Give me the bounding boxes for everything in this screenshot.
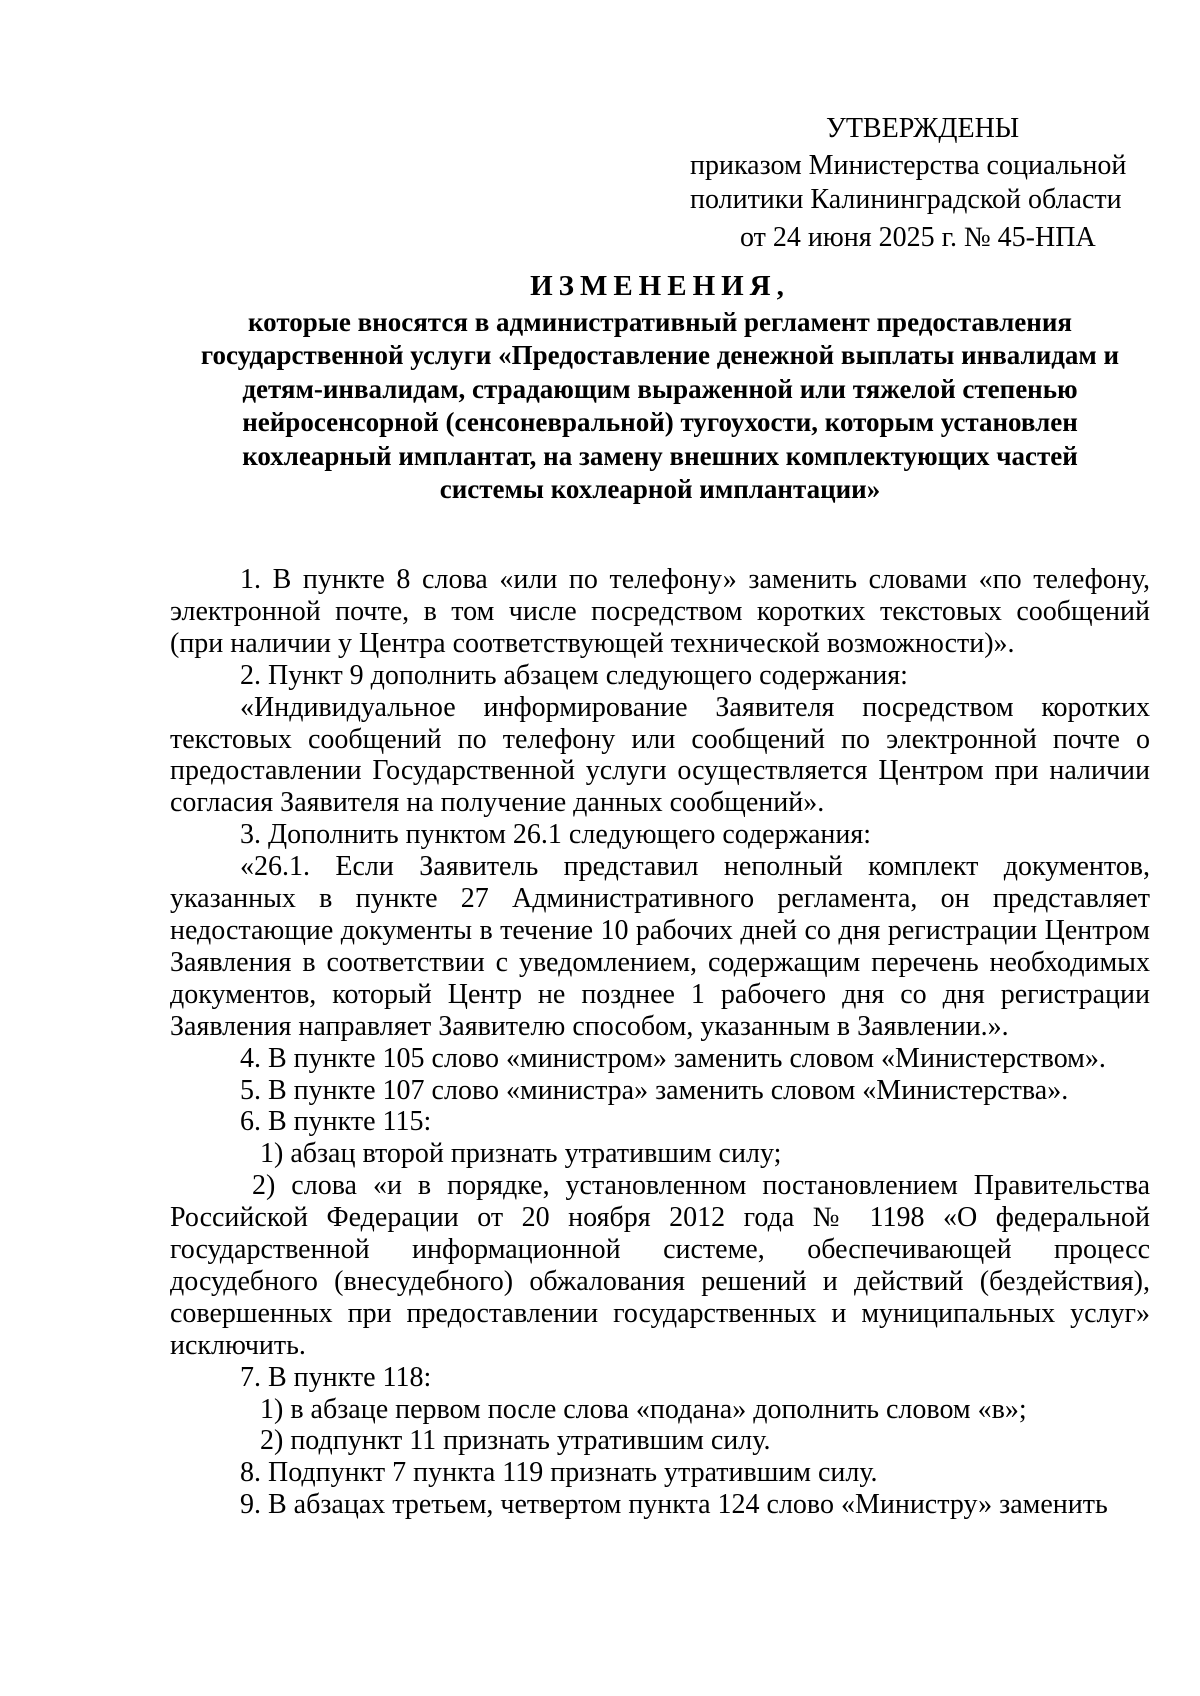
- paragraph-item-3: 3. Дополнить пунктом 26.1 следующего содержания:: [240, 819, 872, 851]
- subitem-7-2: 2) подпункт 11 признать утратившим силу.: [260, 1425, 771, 1457]
- heading-subtitle-line: государственной услуги «Предоставление денежной выплаты инвалидам и: [200, 340, 1120, 370]
- heading-subtitle-line: кохлеарный имплантат, на замену внешних комплектующих частей: [242, 440, 1078, 471]
- approval-title: УТВЕРЖДЕНЫ: [826, 113, 1020, 144]
- heading-subtitle-line: детям-инвалидам, страдающим выраженной или тяжелой степенью: [242, 373, 1078, 404]
- approval-block: [690, 112, 1150, 255]
- heading-subtitle-line: которые вносятся в административный регламент предоставления: [247, 306, 1073, 337]
- paragraph-item-9: 9. В абзацах третьем, четвертом пункта 124 слово «Министру» заменить: [240, 1489, 1108, 1521]
- heading-subtitle-line: нейросенсорной (сенсоневральной) тугоухости, которым установлен: [242, 407, 1078, 437]
- approval-line-order: приказом Министерства социальной: [690, 150, 1127, 181]
- approval-line-date: от 24 июня 2025 г. № 45-НПА: [740, 222, 1096, 253]
- paragraph-item-3-quote: «26.1. Если Заявитель представил неполный комплект документов, указанных в пункте 27 Административного регламента, он представляет недостающие документы в течение 10 рабочих дней со дня регистрации Центром Заявления в соответствии с уведомлением, содержащим перечень необходимых документов, который Центр не позднее 1 рабочего дня со дня регистрации Заявления направляет Заявителю способом, указанным в Заявлении.».: [170, 851, 1150, 1042]
- paragraph-item-2: 2. Пункт 9 дополнить абзацем следующего содержания:: [240, 659, 908, 691]
- paragraph-item-1: 1. В пункте 8 слова «или по телефону» заменить словами «по телефону, электронной почте, в том числе посредством коротких текстовых сообщений (при наличии у Центра соответствующей технической возможности)».: [170, 564, 1150, 659]
- paragraph-item-7: 7. В пункте 118:: [240, 1361, 432, 1393]
- document-body: [170, 564, 1150, 1521]
- subitem-6-2: 2) слова «и в порядке, установленном постановлением Правительства Российской Федерации от 20 ноября 2012 года № 1198 «О федеральной государственной информационной системе, обеспечивающей процесс досудебного (внесудебного) обжалования решений и действий (бездействия), совершенных при предоставлении государственных и муниципальных услуг» исключить.: [170, 1170, 1150, 1361]
- paragraph-item-5: 5. В пункте 107 слово «министра» заменить словом «Министерства».: [240, 1074, 1069, 1106]
- document-heading: [170, 270, 1150, 507]
- heading-title: ИЗМЕНЕНИЯ,: [530, 270, 790, 302]
- paragraph-item-2-quote: «Индивидуальное информирование Заявителя посредством коротких текстовых сообщений по телефону или сообщений по электронной почте о предоставлении Государственной услуги осуществляется Центром при наличии согласия Заявителя на получение данных сообщений».: [170, 691, 1150, 819]
- heading-subtitle-line: системы кохлеарной имплантации»: [439, 474, 881, 504]
- approval-line-ministry: политики Калининградской области: [690, 184, 1122, 215]
- paragraph-item-6: 6. В пункте 115:: [240, 1106, 432, 1138]
- paragraph-item-8: 8. Подпункт 7 пункта 119 признать утратившим силу.: [240, 1457, 878, 1489]
- paragraph-item-4: 4. В пункте 105 слово «министром» заменить словом «Министерством».: [240, 1042, 1106, 1074]
- subitem-6-1: 1) абзац второй признать утратившим силу;: [260, 1138, 782, 1170]
- subitem-7-1: 1) в абзаце первом после слова «подана» дополнить словом «в»;: [260, 1393, 1027, 1425]
